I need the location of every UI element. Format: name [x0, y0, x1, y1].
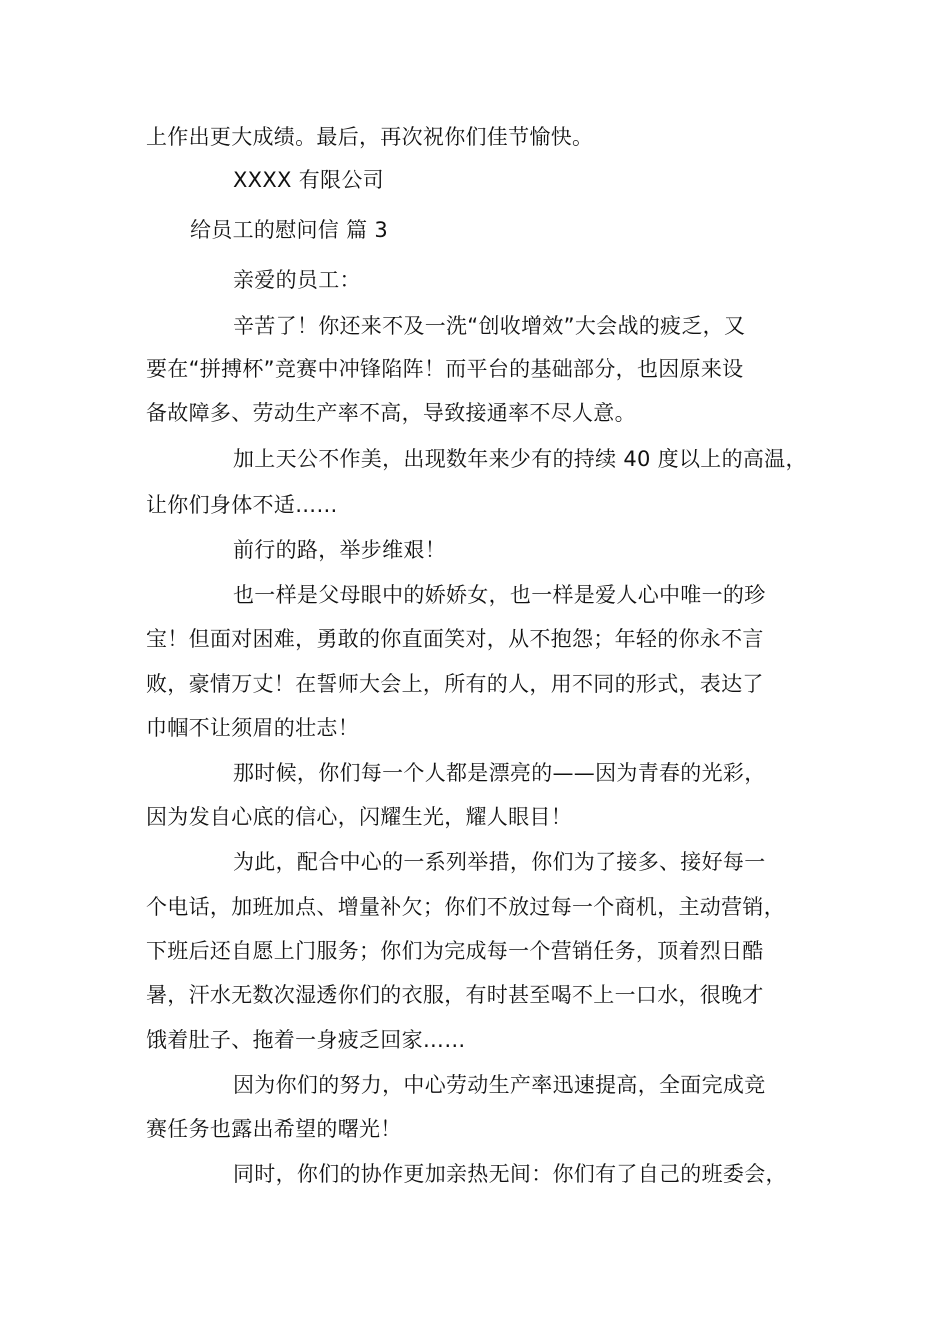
body-line: 那时候，你们每一个人都是漂亮的——因为青春的光彩，	[233, 761, 766, 785]
body-line: 因为你们的努力，中心劳动生产率迅速提高，全面完成竞	[233, 1073, 766, 1097]
body-line: 要在“拼搏杯”竞赛中冲锋陷阵！而平台的基础部分，也因原来设	[146, 357, 744, 381]
signature-company: XXXX 有限公司	[233, 168, 384, 192]
body-line: 前行的路，举步维艰！	[233, 538, 446, 562]
body-line: 败，豪情万丈！在誓师大会上，所有的人，用不同的形式，表达了	[146, 672, 764, 696]
body-line: 赛任务也露出希望的曙光！	[146, 1117, 402, 1141]
body-line: 下班后还自愿上门服务；你们为完成每一个营销任务，顶着烈日酷	[146, 939, 764, 963]
body-line: 巾帼不让须眉的壮志！	[146, 716, 359, 740]
paragraph-closing-line: 上作出更大成绩。最后，再次祝你们佳节愉快。	[146, 125, 594, 149]
salutation: 亲爱的员工：	[233, 268, 361, 292]
body-line: 备故障多、劳动生产率不高，导致接通率不尽人意。	[146, 401, 636, 425]
body-line: 饿着肚子、拖着一身疲乏回家……	[146, 1028, 466, 1052]
body-line: 同时，你们的协作更加亲热无间：你们有了自己的班委会，	[233, 1162, 787, 1186]
body-line: 让你们身体不适……	[146, 493, 338, 517]
body-line: 宝！但面对困难，勇敢的你直面笑对，从不抱怨；年轻的你永不言	[146, 627, 764, 651]
body-line: 因为发自心底的信心，闪耀生光，耀人眼目！	[146, 805, 572, 829]
body-line: 也一样是父母眼中的娇娇女，也一样是爱人心中唯一的珍	[233, 583, 766, 607]
body-line: 为此，配合中心的一系列举措，你们为了接多、接好每一	[233, 850, 766, 874]
body-line: 个电话，加班加点、增量补欠；你们不放过每一个商机，主动营销，	[146, 895, 785, 919]
body-line: 加上天公不作美，出现数年来少有的持续 40 度以上的高温，	[233, 447, 807, 471]
body-line: 暑，汗水无数次湿透你们的衣服，有时甚至喝不上一口水，很晚才	[146, 983, 764, 1007]
section-heading: 给员工的慰问信 篇 3	[190, 218, 389, 242]
body-line: 辛苦了！你还来不及一洗“创收增效”大会战的疲乏，又	[233, 314, 746, 338]
